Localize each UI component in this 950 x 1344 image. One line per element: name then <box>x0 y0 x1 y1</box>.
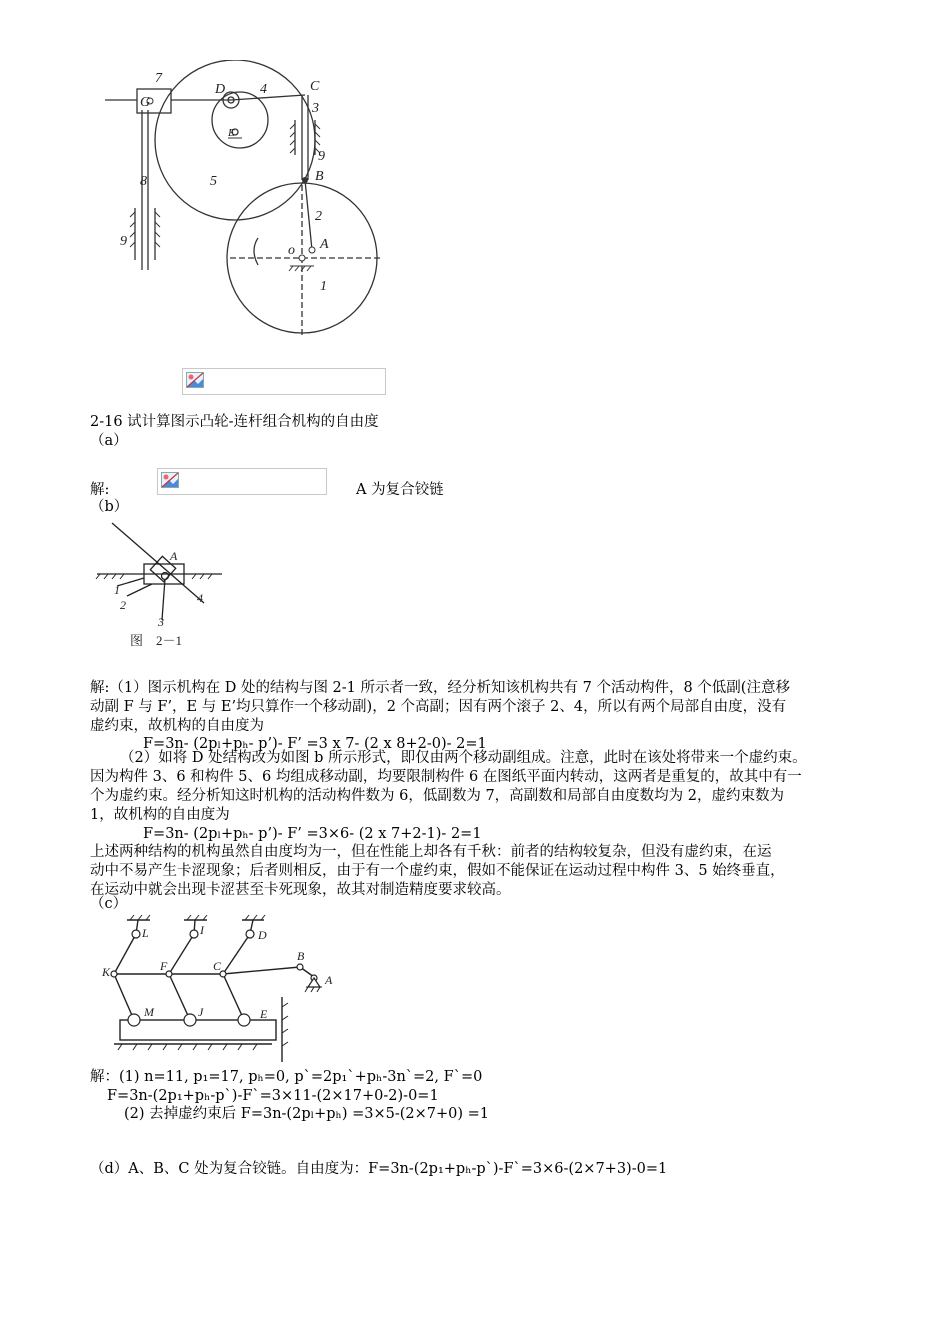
svg-text:M: M <box>144 1005 154 1019</box>
svg-text:3: 3 <box>312 101 319 116</box>
svg-text:E: E <box>260 1007 268 1021</box>
text-line: 动副 F 与 F’，E 与 E’均只算作一个移动副)，2 个高副；因有两个滚子 2、4，所以有两个局部自由度，没有 <box>90 699 787 715</box>
figure-2-1 <box>92 518 227 658</box>
broken-image-icon <box>161 472 179 488</box>
svg-text:3: 3 <box>158 615 164 629</box>
svg-text:o: o <box>288 243 295 258</box>
formula-b2: F=3n- (2pₗ+pₕ- p’)- F’ =3×6- (2 x 7+2-1)- 2=1 <box>143 826 482 842</box>
part-d-line: （d）A、B、C 处为复合铰链。自由度为：F=3n-(2p₁+pₕ-p`)-F`=3×6-(2×7+3)-0=1 <box>90 1161 668 1177</box>
solution-b-paragraph-3 <box>90 843 785 900</box>
svg-text:2: 2 <box>120 598 126 612</box>
text-line: 个为虚约束。经分析知这时机构的活动构件数为 6，低副数为 7，高副数和局部自由度数均为 2，虚约束数为 <box>90 788 784 804</box>
svg-text:D: D <box>258 928 267 942</box>
svg-text:5: 5 <box>210 174 217 189</box>
solution-b-paragraph-2 <box>90 749 807 825</box>
part-a-label: （a） <box>90 433 128 449</box>
solution-c-line-2: F=3n-(2p₁+pₕ-p`)-F`=3×11-(2×17+0-2)-0=1 <box>107 1088 439 1104</box>
part-c-label: （c） <box>90 896 128 912</box>
svg-text:F: F <box>160 959 168 973</box>
text-line: 解:（1）图示机构在 D 处的结构与图 2-1 所示者一致，经分析知该机构共有 7 个活动构件，8 个低副(注意移 <box>90 680 790 696</box>
svg-text:8: 8 <box>140 174 147 189</box>
broken-image-placeholder <box>157 468 327 495</box>
broken-image-placeholder <box>182 368 386 395</box>
svg-text:D: D <box>215 82 226 97</box>
text-line: （2）如将 D 处结构改为如图 b 所示形式，即仅由两个移动副组成。注意，此时在该处将带来一个虚约束。 <box>120 750 807 766</box>
svg-text:A: A <box>170 549 178 563</box>
problem-title: 2-16 试计算图示凸轮-连杆组合机构的自由度 <box>90 414 379 430</box>
part-b-label: （b） <box>90 499 129 515</box>
svg-text:图 2－1: 图 2－1 <box>130 633 183 648</box>
svg-text:4: 4 <box>197 591 203 605</box>
svg-text:1: 1 <box>114 583 120 597</box>
svg-text:C: C <box>310 79 320 94</box>
svg-text:J: J <box>198 1005 204 1019</box>
solution-c-line-1: 解：(1) n=11, p₁=17, pₕ=0, p`=2p₁`+pₕ-3n`=2, F`=0 <box>90 1069 483 1085</box>
solution-a-label: 解: <box>90 482 110 498</box>
broken-image-icon <box>186 372 204 388</box>
figure-mechanism-c <box>92 912 342 1067</box>
text-line: 上述两种结构的机构虽然自由度均为一，但在性能上却各有千秋：前者的结构较复杂，但没有虚约束，在运 <box>90 844 772 860</box>
svg-text:E: E <box>228 127 235 139</box>
solution-a-note: A 为复合铰链 <box>356 482 444 498</box>
text-line: 动中不易产生卡涩现象；后者则相反，由于有一个虚约束，假如不能保证在运动过程中构件 3、5 始终垂直， <box>90 863 785 879</box>
svg-text:9: 9 <box>318 149 325 164</box>
text-line: 虚约束，故机构的自由度为 <box>90 718 264 734</box>
text-line: 因为构件 3、6 和构件 5、6 均组成移动副，均要限制构件 6 在图纸平面内转动，这两者是重复的，故其中有一 <box>90 769 802 785</box>
figure-mechanism-a <box>90 60 400 350</box>
solution-b-paragraph-1 <box>90 679 790 736</box>
svg-text:A: A <box>320 237 329 252</box>
svg-text:4: 4 <box>260 82 267 97</box>
text-line: 1，故机构的自由度为 <box>90 807 230 823</box>
svg-text:L: L <box>142 926 149 940</box>
svg-text:I: I <box>200 923 204 937</box>
svg-text:2: 2 <box>315 209 322 224</box>
svg-text:A: A <box>325 973 333 987</box>
solution-c-line-3: (2) 去掉虚约束后 F=3n-(2pₗ+pₕ) =3×5-(2×7+0) =1 <box>124 1106 490 1122</box>
svg-text:B: B <box>315 169 324 184</box>
svg-text:C: C <box>213 959 222 973</box>
svg-text:G: G <box>140 95 151 110</box>
svg-text:7: 7 <box>155 71 162 86</box>
svg-text:1: 1 <box>320 279 327 294</box>
svg-text:K: K <box>102 965 111 979</box>
text-line: 在运动中就会出现卡涩甚至卡死现象，故其对制造精度要求较高。 <box>90 882 511 898</box>
svg-text:9: 9 <box>120 234 127 249</box>
wheel-5 <box>155 60 315 220</box>
formula-b1: F=3n- (2pₗ+pₕ- p’)- F’ =3 x 7- (2 x 8+2-0)- 2=1 <box>143 736 487 752</box>
svg-text:B: B <box>297 949 305 963</box>
